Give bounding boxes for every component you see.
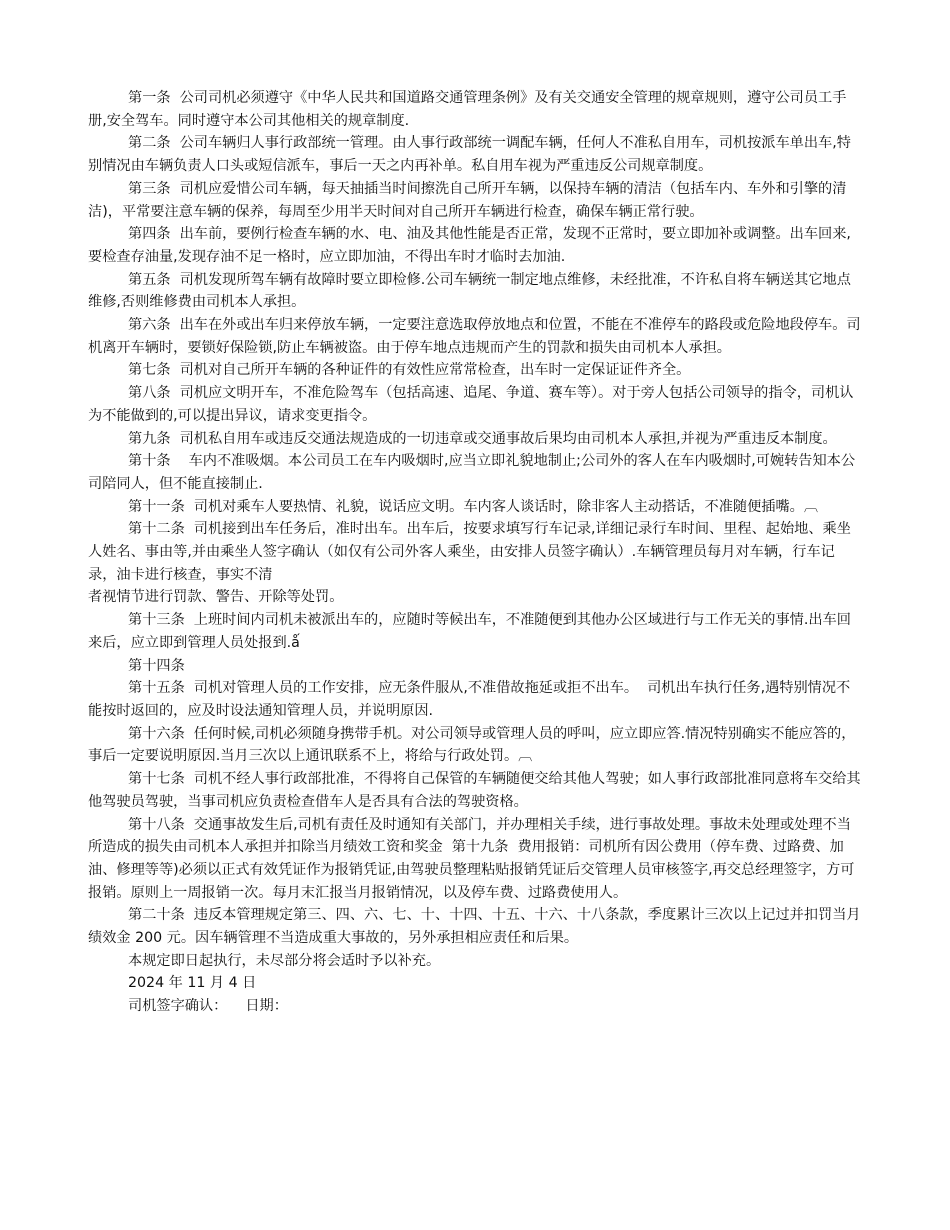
article-13: 第十三条 上班时间内司机未被派出车的，应随时等候出车，不准随便到其他办公区域进行与工作无关的事情.出车回来后，应立即到管理人员处报到.ǻ (88, 612, 851, 651)
article-5: 第五条 司机发现所驾车辆有故障时要立即检修.公司车辆统一制定地点维修，未经批准，不许私自将车辆送其它地点维修,否则维修费由司机本人承担。 (88, 271, 851, 311)
signature-line: 司机签字确认： 日期： (128, 998, 288, 1015)
article-17: 第十七条 司机不经人事行政部批准，不得将自己保管的车辆随便交给其他人驾驶；如人事行政部批准同意将车交给其他驾驶员驾驶，当事司机应负责检查借车人是否具有合法的驾驶资格。 (88, 771, 861, 810)
article-12: 第十二条 司机接到出车任务后，准时出车。出车后，按要求填写行车记录,详细记录行车时间、里程、起始地、乘坐人姓名、事由等,并由乘坐人签字确认（如仅有公司外客人乘坐，由安排人员签字确认）.车辆管理员每月对车辆，行车记录，油卡进行核查，事实不清 (88, 521, 851, 583)
article-15: 第十五条 司机对管理人员的工作安排，应无条件服从,不准借故拖延或拒不出车。 司机出车执行任务,遇特别情况不能按时返回的，应及时设法通知管理人员，并说明原因. (88, 680, 851, 719)
article-16: 第十六条 任何时候,司机必须随身携带手机。对公司领导或管理人员的呼叫，应立即应答.情况特别确实不能应答的，事后一定要说明原因.当月三次以上通讯联系不上，将给与行政处罚。︹ (88, 725, 856, 765)
article-10: 第十条 车内不准吸烟。本公司员工在车内吸烟时,应当立即礼貌地制止;公司外的客人在车内吸烟时,可婉转告知本公司陪同人，但不能直接制止. (88, 453, 856, 492)
article-11: 第十一条 司机对乘车人要热情、礼貌，说话应文明。车内客人谈话时，除非客人主动搭话，不准随便插嘴。︹ (128, 498, 819, 515)
article-18-19: 第十八条 交通事故发生后,司机有责任及时通知有关部门，并办理相关手续，进行事故处理。事故未处理或处理不当所造成的损失由司机本人承担并扣除当月绩效工资和奖金 第十九条 费用报销：司机所有因公费用（停车费、过路费、加油、修理等等)必须以正式有效凭证作为报销凭证,由驾驶员整理粘贴报销凭证后交管理人员审核签字,再交总经理签字，方可报销。原则上一周报销一次。每月末汇报当月报销情况，以及停车费、过路费使用人。 (88, 816, 855, 901)
article-6: 第六条 出车在外或出车归来停放车辆，一定要注意选取停放地点和位置，不能在不准停车的路段或危险地段停车。司机离开车辆时，要锁好保险锁,防止车辆被盗。由于停车地点违规而产生的罚款和损失由司机本人承担。 (88, 317, 861, 356)
article-1: 第一条 公司司机必须遵守《中华人民共和国道路交通管理条例》及有关交通安全管理的规章规则，遵守公司员工手册,安全驾车。同时遵守本公司其他相关的规章制度. (88, 90, 847, 129)
article-4: 第四条 出车前，要例行检查车辆的水、电、油及其他性能是否正常，发现不正常时，要立即加补或调整。出车回来,要检查存油量,发现存油不足一格时，应立即加油，不得出车时才临时去加油. (88, 226, 851, 265)
article-3: 第三条 司机应爱惜公司车辆，每天抽插当时间擦洗自己所开车辆，以保持车辆的清洁（包括车内、车外和引擎的清洁)，平常要注意车辆的保养，每周至少用半天时间对自己所开车辆进行检查，确保车辆正常行驶。 (88, 180, 847, 220)
article-9: 第九条 司机私自用车或违反交通法规造成的一切违章或交通事故后果均由司机本人承担,并视为严重违反本制度。 (128, 430, 837, 447)
article-12-continuation: 者视情节进行罚款、警告、开除等处罚。 (88, 589, 344, 606)
article-7: 第七条 司机对自己所开车辆的各种证件的有效性应常常检查，出车时一定保证证件齐全。 (128, 362, 691, 379)
article-14: 第十四条 (128, 657, 185, 674)
document-date: 2024 年 11 月 4 日 (128, 975, 257, 992)
article-8: 第八条 司机应文明开车，不准危险驾车（包括高速、追尾、争道、赛车等）。对于旁人包括公司领导的指令，司机认为不能做到的,可以提出异议，请求变更指令。 (88, 385, 854, 424)
article-2: 第二条 公司车辆归人事行政部统一管理。由人事行政部统一调配车辆，任何人不准私自用车，司机按派车单出车,特别情况由车辆负责人口头或短信派车，事后一天之内再补单。私自用车视为严重违反公司规章制度。 (88, 135, 851, 175)
article-20: 第二十条 违反本管理规定第三、四、六、七、十、十四、十五、十六、十八条款，季度累计三次以上记过并扣罚当月绩效金 200 元。因车辆管理不当造成重大事故的，另外承担相应责任和后果。 (88, 907, 861, 947)
effective-note: 本规定即日起执行，未尽部分将会适时予以补充。 (128, 952, 441, 969)
